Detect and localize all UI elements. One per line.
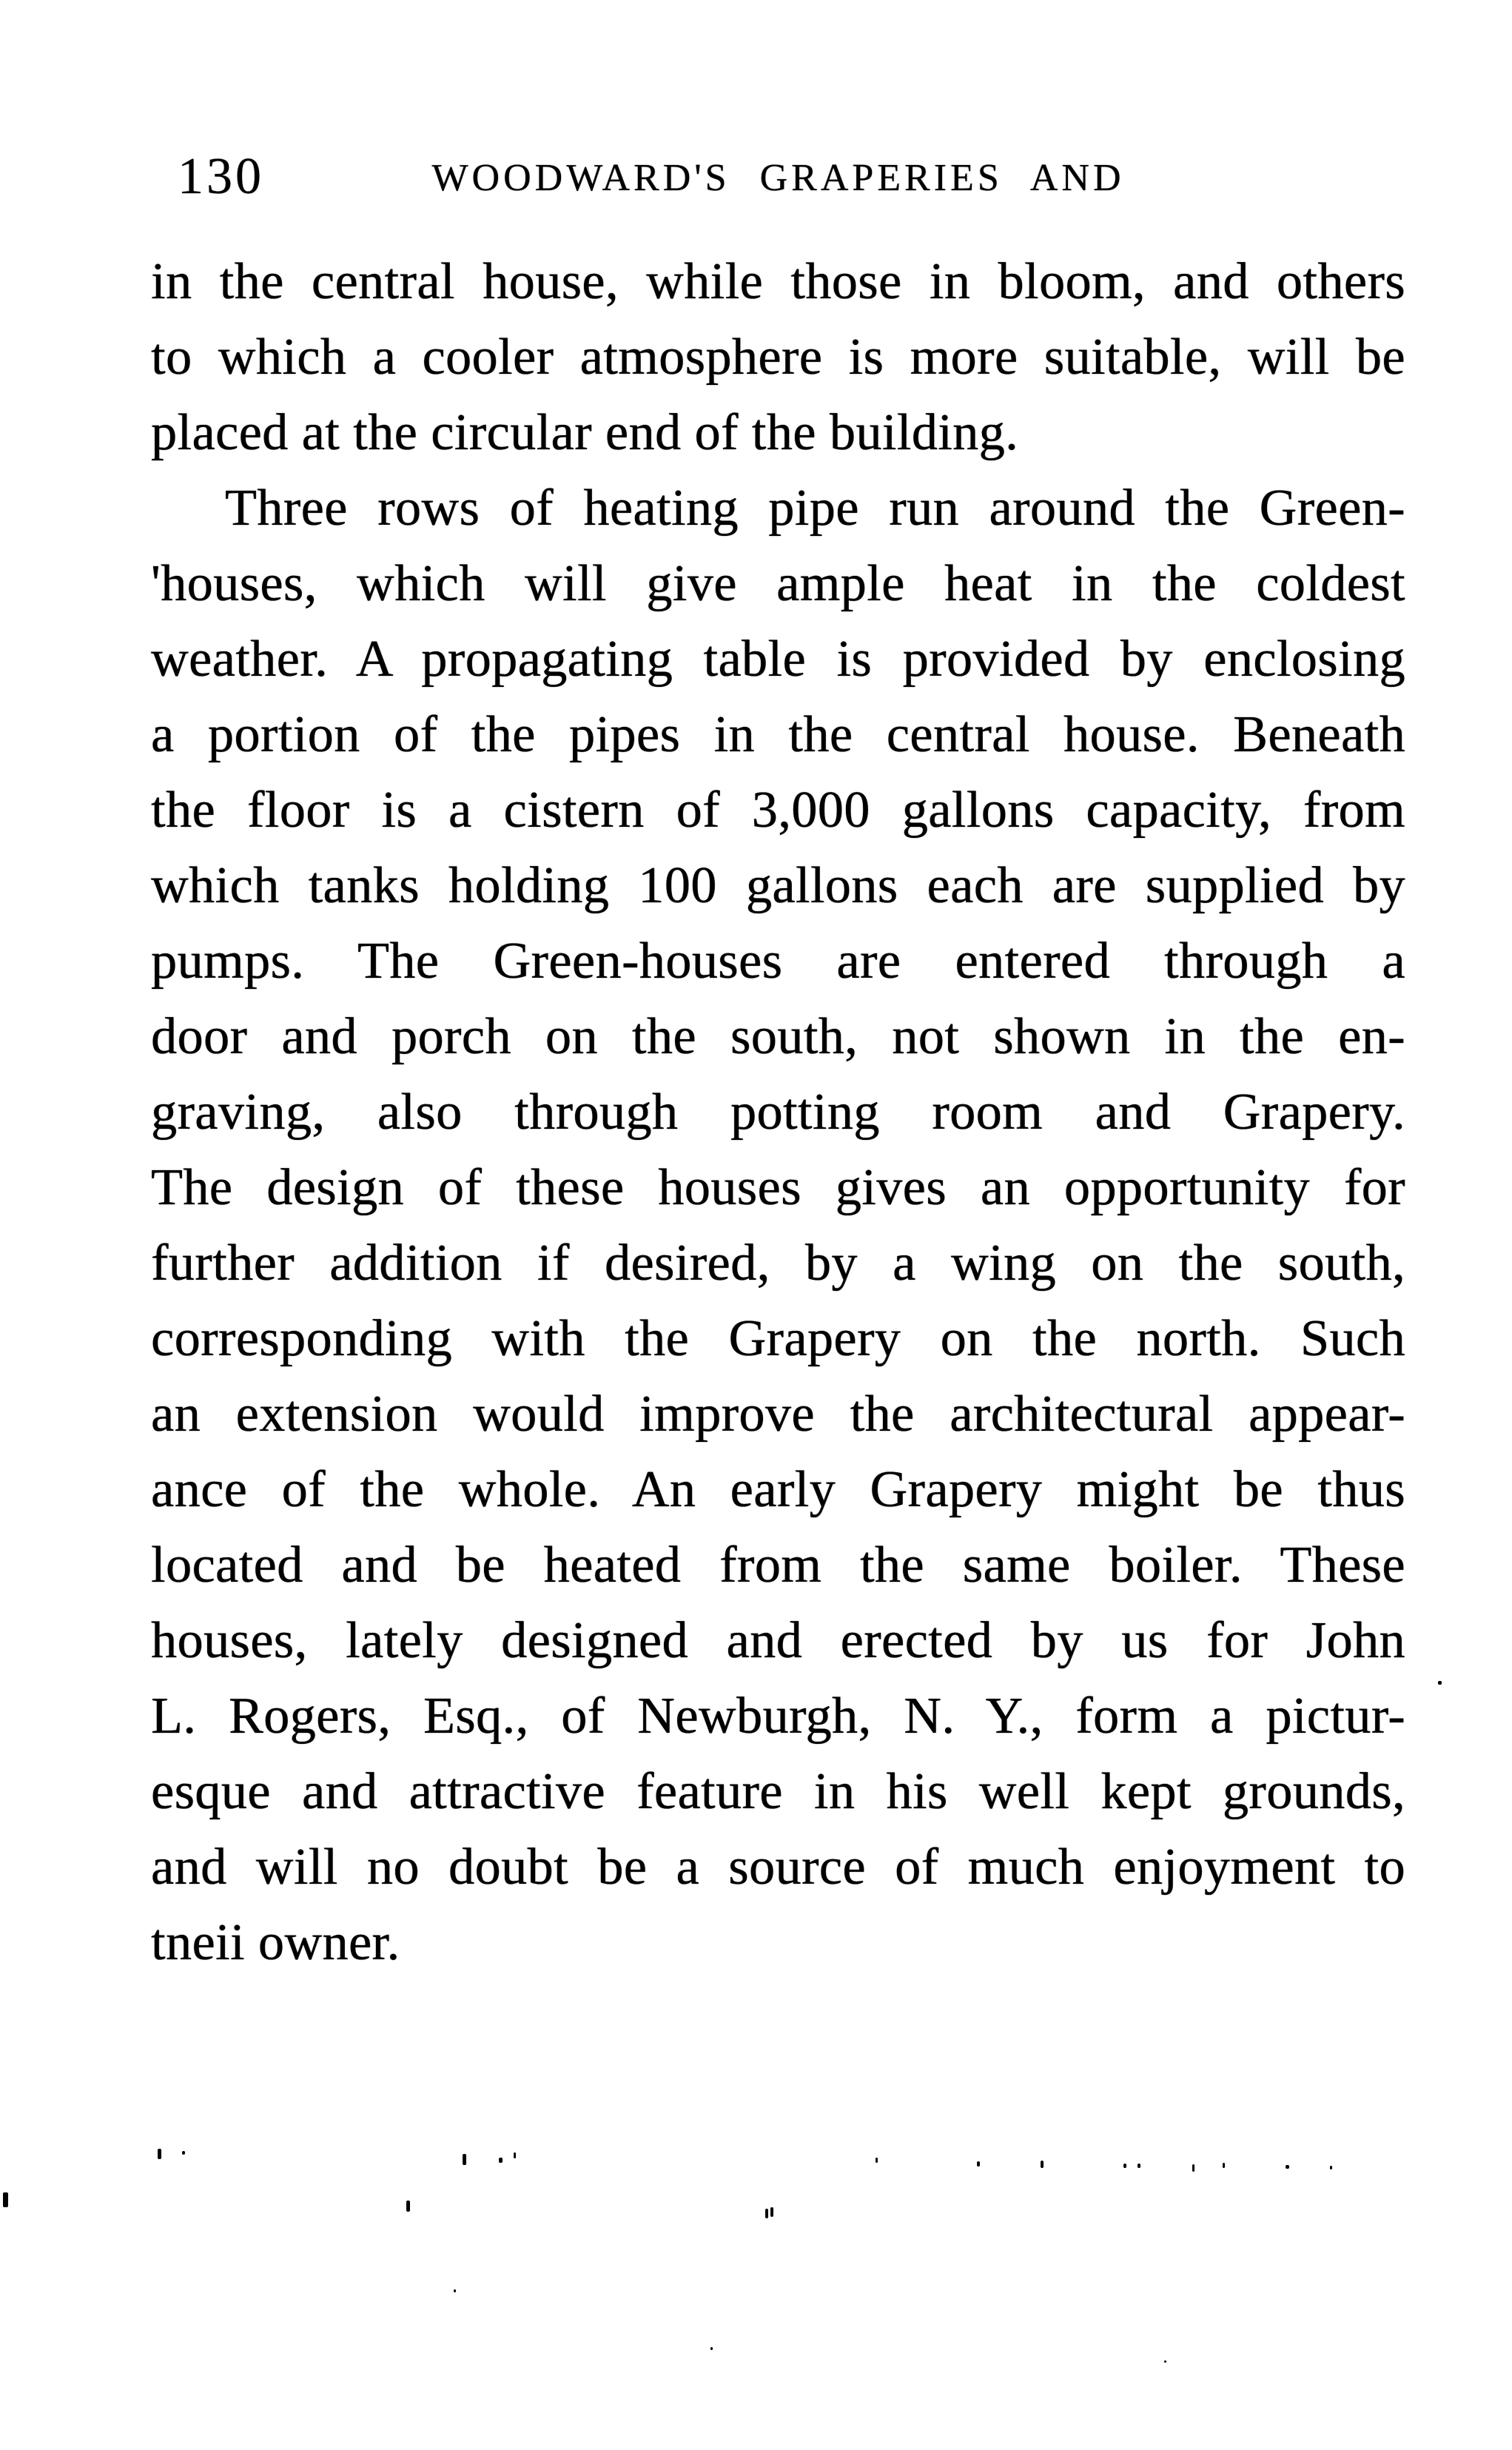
ink-speck	[876, 2158, 878, 2163]
running-header: WOODWARD'S GRAPERIES AND	[431, 157, 1125, 199]
text-line: The design of these houses gives an opportunity for	[151, 1159, 1405, 1216]
text-line: houses, lately designed and erected by us for John	[151, 1612, 1405, 1669]
ink-speck	[977, 2161, 980, 2167]
text-line: an extension would improve the architectural appear-	[151, 1386, 1405, 1443]
text-line: a portion of the pipes in the central house. Beneath	[151, 706, 1405, 763]
ink-speck	[1223, 2163, 1225, 2168]
text-line: tneii owner.	[151, 1914, 400, 1971]
text-line: Three rows of heating pipe run around the Green-	[225, 480, 1405, 537]
ink-speck	[463, 2154, 466, 2165]
text-line: door and porch on the south, not shown in the en-	[151, 1008, 1405, 1065]
ink-speck	[182, 2151, 185, 2155]
text-line: in the central house, while those in bloom, and others	[151, 253, 1405, 310]
text-line: esque and attractive feature in his well kept grounds,	[151, 1763, 1405, 1820]
text-line: 'houses, which will give ample heat in the coldest	[151, 555, 1405, 612]
ink-speck	[1138, 2164, 1140, 2168]
text-line: which tanks holding 100 gallons each are supplied by	[151, 857, 1405, 914]
ink-speck	[1041, 2161, 1044, 2168]
ink-speck	[765, 2209, 768, 2218]
text-line: located and be heated from the same boiler. These	[151, 1537, 1405, 1594]
text-line: placed at the circular end of the building.	[151, 404, 1019, 461]
ink-speck	[1164, 2360, 1166, 2363]
ink-speck	[3, 2192, 8, 2207]
text-line: L. Rogers, Esq., of Newburgh, N. Y., form a pictur-	[151, 1688, 1405, 1745]
ink-speck	[770, 2207, 773, 2217]
text-line: graving, also through potting room and Grapery.	[151, 1084, 1405, 1141]
page-number: 130	[178, 148, 264, 205]
ink-speck	[1286, 2165, 1289, 2169]
text-line: further addition if desired, by a wing on the south,	[151, 1235, 1405, 1292]
ink-speck	[454, 2289, 456, 2292]
ink-speck	[158, 2149, 161, 2159]
ink-speck	[1123, 2164, 1126, 2168]
ink-speck	[499, 2158, 503, 2163]
text-line: corresponding with the Grapery on the north. Such	[151, 1310, 1405, 1367]
page-body-text	[151, 244, 1405, 1981]
ink-speck	[1192, 2164, 1195, 2172]
ink-speck	[1438, 1681, 1442, 1685]
page-header	[151, 148, 1405, 215]
text-line: and will no doubt be a source of much enjoyment to	[151, 1839, 1405, 1896]
text-line: the floor is a cistern of 3,000 gallons capacity, from	[151, 782, 1405, 839]
ink-speck	[710, 2347, 713, 2350]
text-line: to which a cooler atmosphere is more suitable, will be	[151, 329, 1405, 386]
ink-speck	[406, 2201, 410, 2212]
text-line: pumps. The Green-houses are entered through a	[151, 933, 1405, 990]
ink-speck	[514, 2152, 516, 2158]
ink-speck	[1330, 2166, 1332, 2169]
text-line: weather. A propagating table is provided by enclosing	[151, 631, 1405, 688]
text-line: ance of the whole. An early Grapery might be thus	[151, 1461, 1405, 1518]
